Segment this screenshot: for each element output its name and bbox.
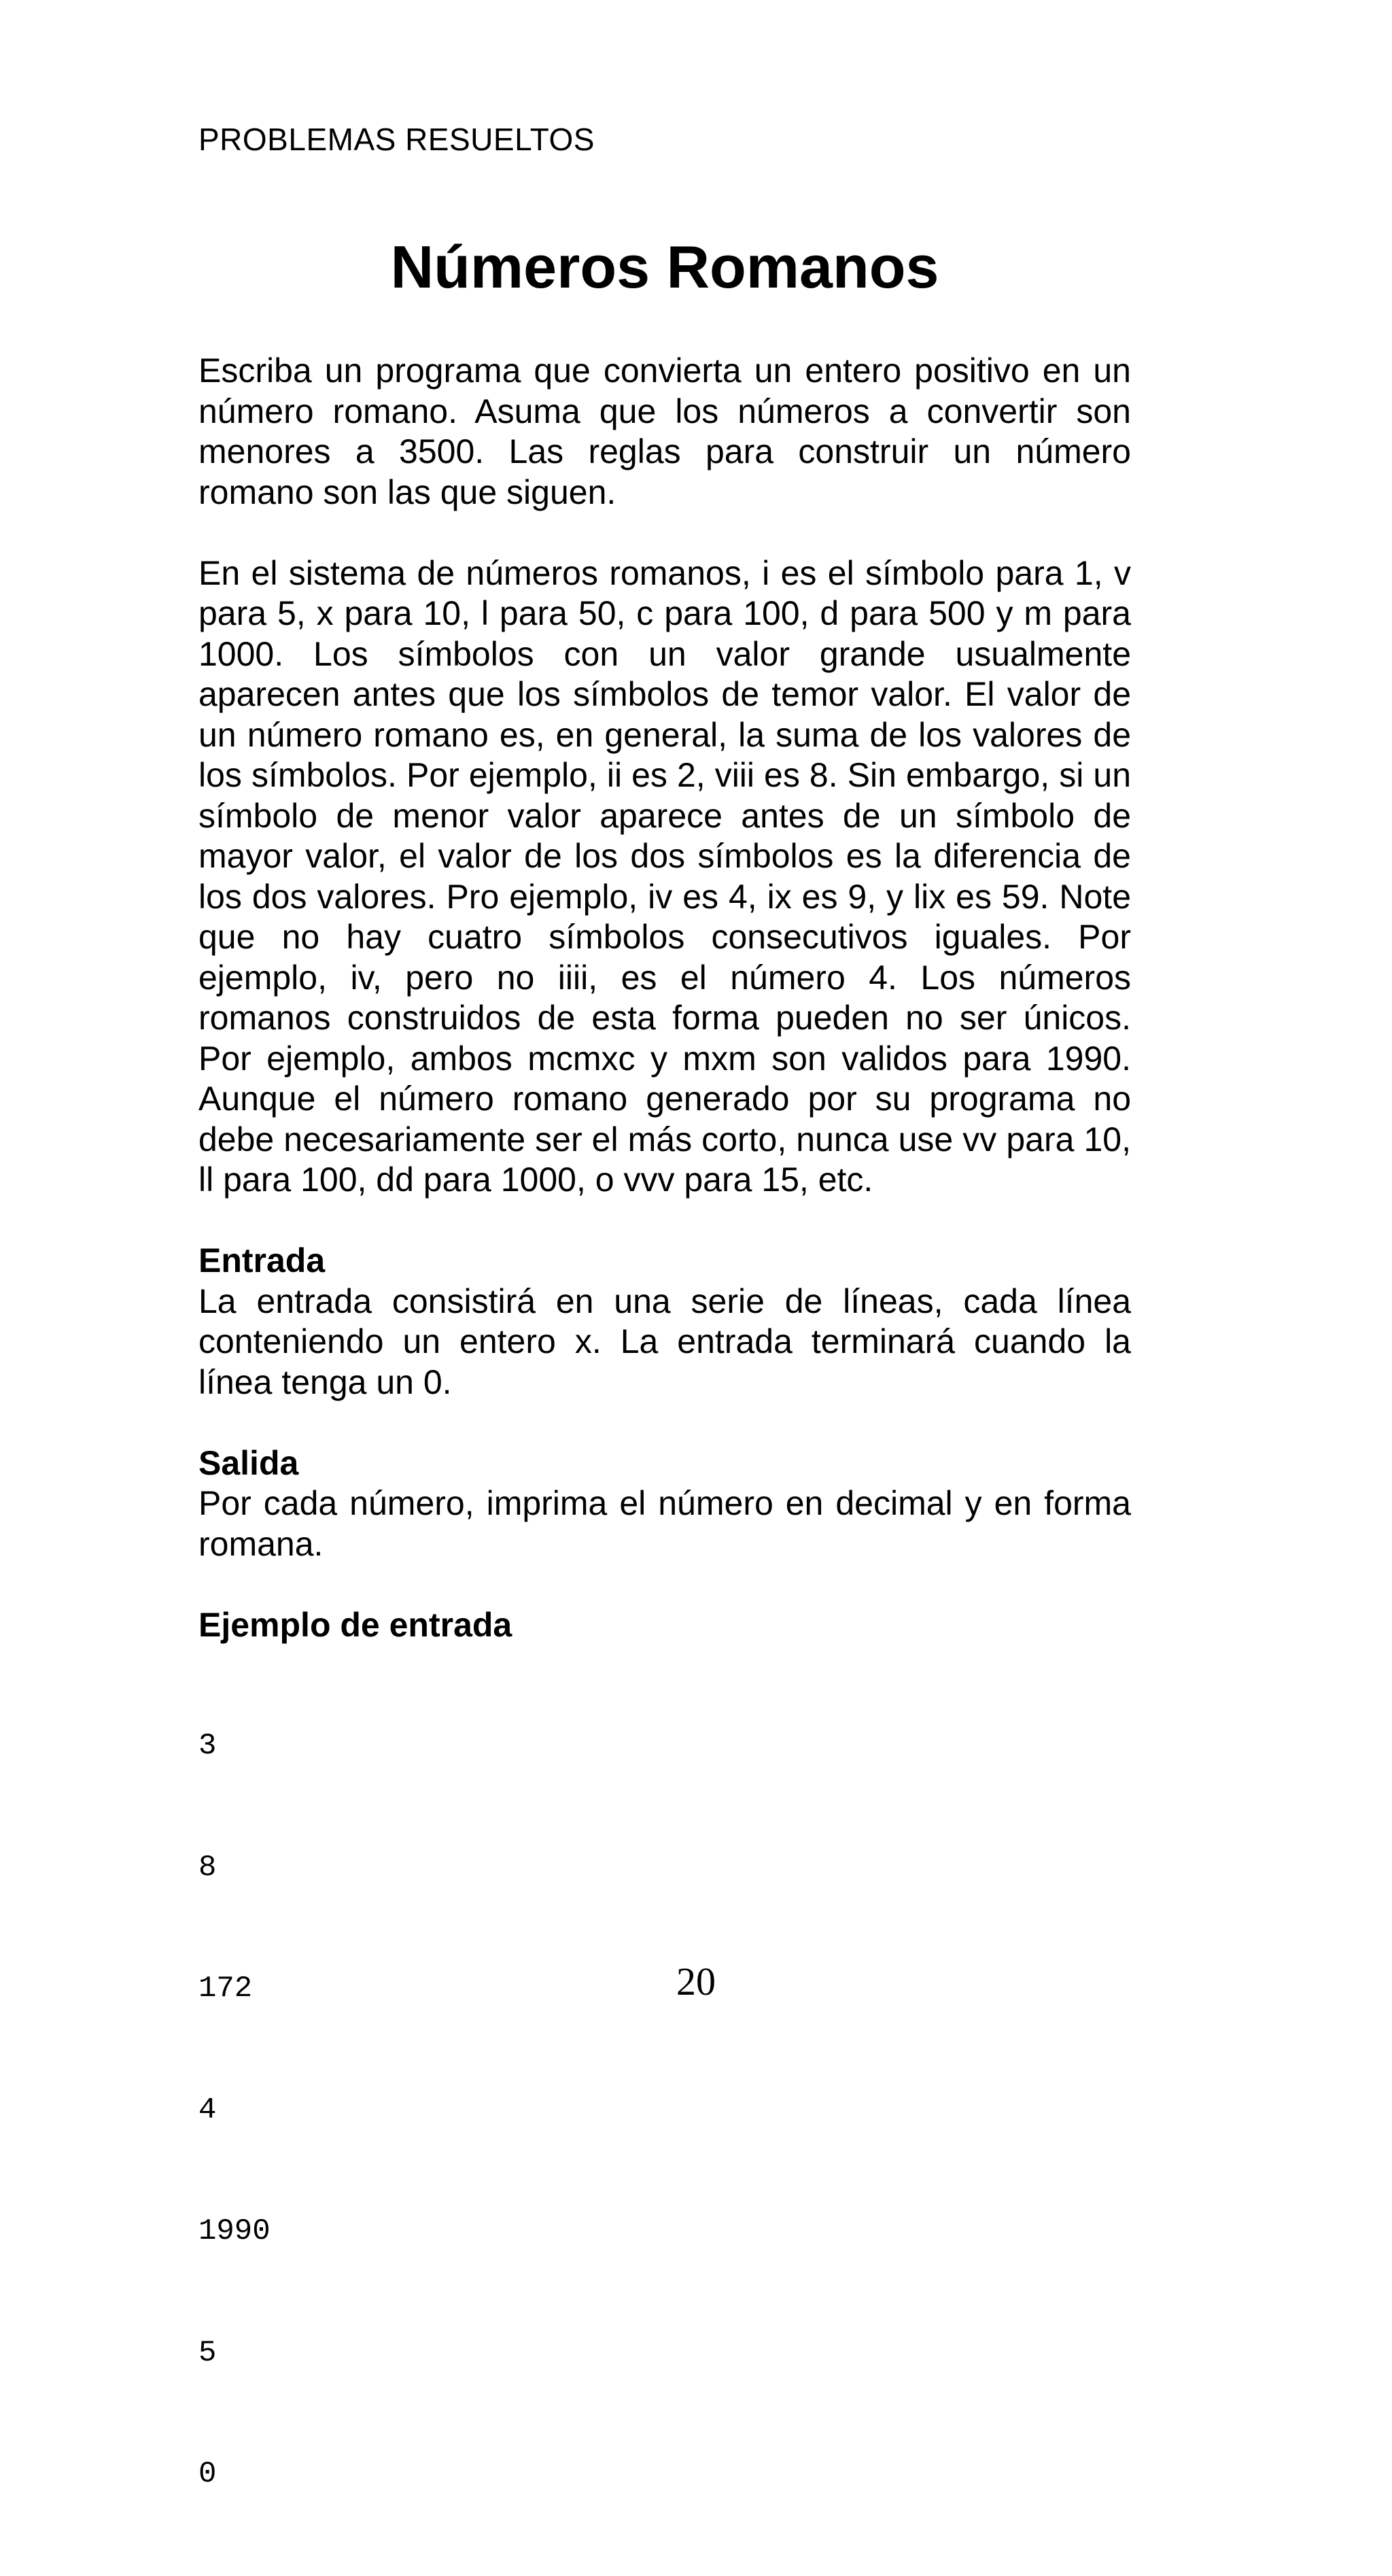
page-number: 20 [676, 1959, 716, 2004]
problem-statement [198, 351, 1131, 2576]
rules-paragraph: En el sistema de números romanos, i es el símbolo para 1, v para 5, x para 10, l para 50, c para 100, d para 500 y m para 1000. Los símbolos con un valor grande usualmente aparecen antes que los símbolos de temor valor. El valor de un número romano es, en general, la suma de los valores de los símbolos. Por ejemplo, ii es 2, viii es 8. Sin embargo, si un símbolo de menor valor aparece antes de un símbolo de mayor valor, el valor de los dos símbolos es la diferencia de los dos valores. Pro ejemplo, iv es 4, ix es 9, y lix es 59. Note que no hay cuatro símbolos consecutivos iguales. Por ejemplo, iv, pero no iiii, es el número 4. Los números romanos construidos de esta forma pueden no ser únicos. Por ejemplo, ambos mcmxc y mxm son validos para 1990. Aunque el número romano generado por su programa no debe necesariamente ser el más corto, nunca use vv para 10, ll para 100, dd para 1000, o vvv para 15, etc. [198, 553, 1131, 1199]
input-section-heading: Entrada [198, 1241, 326, 1280]
output-section-heading: Salida [198, 1443, 299, 1482]
sample-input-block [198, 1645, 1131, 2576]
sample-input-line: 0 [198, 2457, 217, 2491]
output-section-body: Por cada número, imprima el número en decimal y en forma romana. [198, 1484, 1131, 1563]
page-title: Números Romanos [390, 233, 939, 300]
sample-input-line: 5 [198, 2335, 217, 2370]
input-section-body: La entrada consistirá en una serie de líneas, cada línea conteniendo un entero x. La entrada terminará cuando la línea tenga un 0. [198, 1282, 1131, 1401]
sample-input-line: 8 [198, 1850, 217, 1885]
sample-input-heading: Ejemplo de entrada [198, 1605, 512, 1644]
intro-paragraph: Escriba un programa que convierta un entero positivo en un número romano. Asuma que los números a convertir son menores a 3500. Las reglas para construir un número romano son las que siguen. [198, 351, 1131, 511]
sample-input-line: 1990 [198, 2214, 271, 2248]
sample-input-line: 172 [198, 1972, 253, 2006]
sample-input-line: 4 [198, 2093, 217, 2127]
running-header: PROBLEMAS RESUELTOS [198, 122, 595, 157]
sample-input-line: 3 [198, 1729, 217, 1763]
